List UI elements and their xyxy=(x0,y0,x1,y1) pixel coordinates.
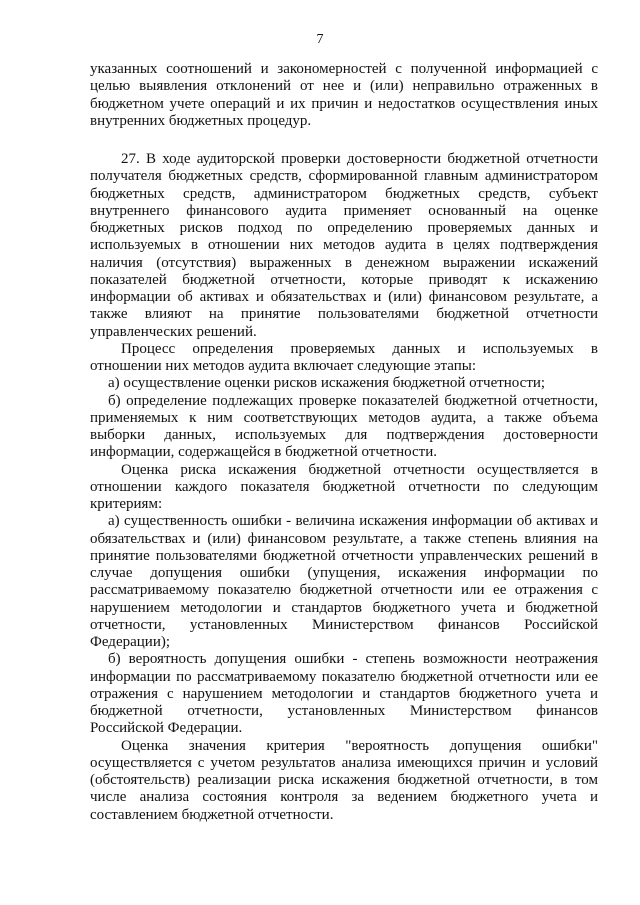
text-line: принятие пользователями бюджетной отчетности управленческих решений в xyxy=(90,547,598,564)
text-line: отношении каждого показателя бюджетной отчетности по следующим xyxy=(90,478,598,495)
list-item-a: а) существенность ошибки - величина искажения информации об активах и xyxy=(108,513,598,530)
text-line: целью выявления отклонений от нее и (или) неправильно отраженных в xyxy=(90,78,598,95)
paragraph-continuation xyxy=(90,61,598,130)
text-line: случае допущения ошибки (упущения, искажения информации по xyxy=(90,565,598,581)
text-line: получателя бюджетных средств, сформированной главным администратором xyxy=(90,168,598,185)
text-line: информации по рассматриваемому показателю бюджетной отчетности или ее xyxy=(90,668,598,685)
text-line: информации, содержащейся в бюджетной отчетности. xyxy=(90,444,437,461)
text-line: информации об активах и обязательствах и (или) финансовом результате, а xyxy=(90,289,598,305)
text-line: бюджетных средств, администратором бюджетных средств, субъект xyxy=(90,185,598,202)
text-line: выборки данных, используемых для подтверждения достоверности xyxy=(90,427,598,443)
text-line: отчетности, установленных Министерством финансов Российской xyxy=(90,616,598,633)
text-line: числе анализа состояния контроля за ведением бюджетного учета и xyxy=(90,789,598,806)
text-line: показателей бюджетной отчетности, которые приводят к искажению xyxy=(90,271,598,288)
text-line: внутреннего финансового аудита применяет основанный на оценке xyxy=(90,202,598,219)
text-line: отношении них методов аудита включает следующие этапы: xyxy=(90,358,477,374)
text-line: управленческих решений. xyxy=(90,323,257,340)
text-line: (обстоятельств) реализации риска искажения бюджетной отчетности, в том xyxy=(90,772,598,788)
section-27 xyxy=(90,151,598,824)
text-line: внутренних бюджетных процедур. xyxy=(90,112,312,129)
text-line: наличия (отсутствия) выраженных в денежном выражении искажений xyxy=(90,254,598,271)
text-line: Оценка риска искажения бюджетной отчетности осуществляется в xyxy=(121,461,598,478)
text-line: Российской Федерации. xyxy=(90,720,243,737)
text-line: также влияют на принятие пользователями бюджетной отчетности xyxy=(90,306,598,323)
list-item-a: а) осуществление оценки рисков искажения бюджетной отчетности; xyxy=(108,375,546,392)
text-line: составлением бюджетной отчетности. xyxy=(90,806,334,823)
page-number: 7 xyxy=(316,32,324,47)
text-line: бюджетных рисков подход по определению проверяемых данных и xyxy=(90,220,598,236)
text-line: нарушением методологии и стандартов бюджетного учета и бюджетной xyxy=(90,599,598,616)
text-line: критериям: xyxy=(90,496,163,512)
text-line: Федерации); xyxy=(90,634,171,650)
list-item-b: б) определение подлежащих проверке показателей бюджетной отчетности, xyxy=(108,392,598,409)
text-line: рассматриваемому показателю бюджетной отчетности или ее отражения с xyxy=(90,582,598,599)
list-item-b: б) вероятность допущения ошибки - степень возможности неотражения xyxy=(108,651,598,668)
text-line: отражения с нарушением методологии и стандартов бюджетного учета и xyxy=(90,685,598,702)
text-line: применяемых к ним соответствующих методов аудита, а также объема xyxy=(90,409,598,426)
text-line: Оценка значения критерия "вероятность допущения ошибки" xyxy=(121,737,598,754)
text-line: бюджетном учете операций и их причин и недостатков осуществления иных xyxy=(90,95,598,112)
text-line: бюджетной отчетности, установленных Министерством финансов xyxy=(90,703,598,719)
text-line: Процесс определения проверяемых данных и используемых в xyxy=(121,340,598,357)
text-line: используемых в отношении них методов аудита в целях подтверждения xyxy=(90,237,598,254)
text-line: обязательствах и (или) финансовом результате, а также степень влияния на xyxy=(90,530,598,547)
text-line: осуществляется с учетом результатов анализа имеющихся причин и условий xyxy=(90,754,598,771)
text-line: 27. В ходе аудиторской проверки достоверности бюджетной отчетности xyxy=(121,151,598,167)
text-line: указанных соотношений и закономерностей с полученной информацией с xyxy=(90,61,598,77)
